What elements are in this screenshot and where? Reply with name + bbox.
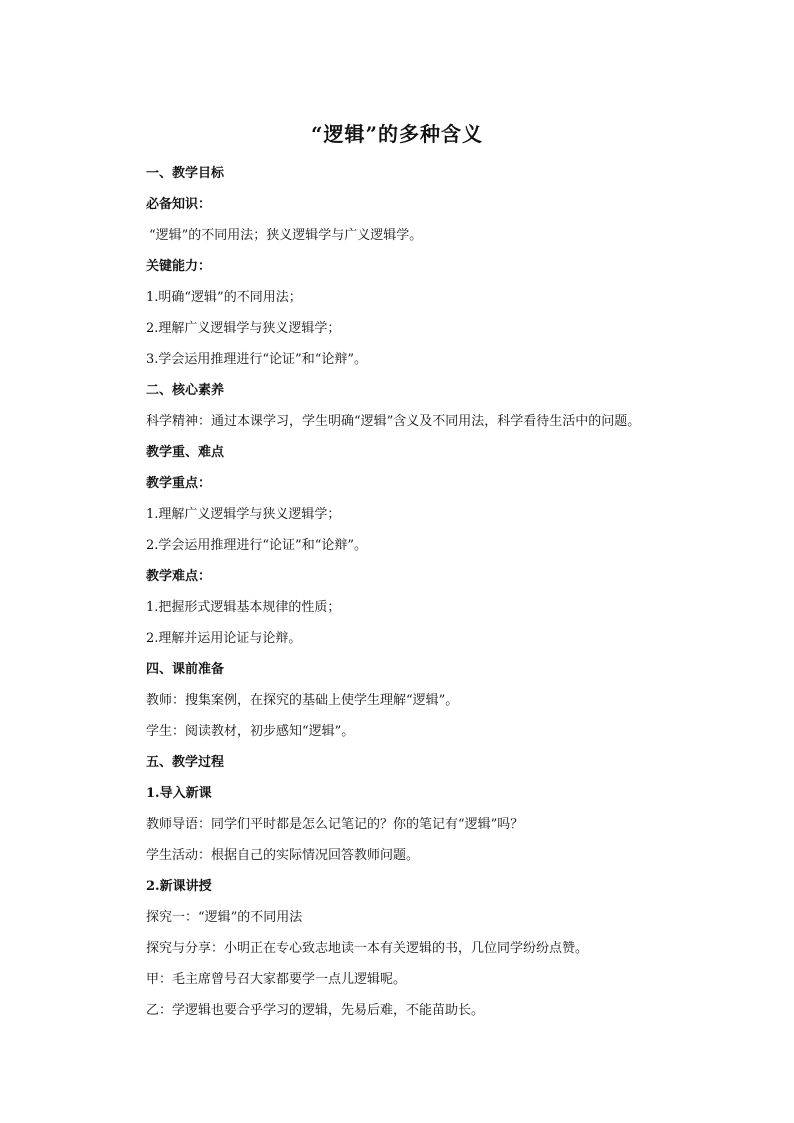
section-heading-key-difficult-points: 教学重、难点 [146, 445, 225, 460]
paragraph-teacher-introduction: 教师导语：同学们平时都是怎么记笔记的？你的笔记有“逻辑”吗？ [146, 817, 524, 832]
section-heading-teaching-process: 五、教学过程 [146, 755, 225, 770]
paragraph-teacher-preparation: 教师：搜集案例，在探究的基础上使学生理解“逻辑”。 [146, 693, 459, 708]
list-item-ability-3: 3.学会运用推理进行“论证”和“论辩”。 [146, 352, 367, 367]
paragraph-student-activity: 学生活动：根据自己的实际情况回答教师问题。 [146, 848, 420, 863]
paragraph-exploration-share: 探究与分享：小明正在专心致志地读一本有关逻辑的书，几位同学纷纷点赞。 [146, 941, 589, 956]
paragraph-student-a: 甲：毛主席曾号召大家都要学一点儿逻辑呢。 [146, 972, 407, 987]
subheading-required-knowledge: 必备知识： [146, 197, 212, 212]
list-item-focus-2: 2.学会运用推理进行“论证”和“论辩”。 [146, 538, 367, 553]
document-title: “逻辑”的多种含义 [310, 122, 483, 146]
paragraph-knowledge: “逻辑”的不同用法；狭义逻辑学与广义逻辑学。 [149, 228, 423, 243]
paragraph-scientific-spirit: 科学精神：通过本课学习，学生明确“逻辑”含义及不同用法，科学看待生活中的问题。 [146, 414, 641, 429]
document-body [146, 164, 686, 1032]
paragraph-exploration-one: 探究一：“逻辑”的不同用法 [146, 910, 303, 925]
section-heading-preparation: 四、课前准备 [146, 662, 225, 677]
subheading-introduction: 1.导入新课 [146, 786, 212, 801]
subheading-new-lesson: 2.新课讲授 [146, 879, 212, 894]
list-item-difficulty-2: 2.理解并运用论证与论辩。 [146, 631, 302, 646]
list-item-ability-1: 1.明确“逻辑”的不同用法； [146, 290, 302, 305]
section-heading-teaching-goals: 一、教学目标 [146, 166, 225, 181]
paragraph-student-b: 乙：学逻辑也要合乎学习的逻辑，先易后难，不能苗助长。 [146, 1003, 485, 1018]
subheading-teaching-focus: 教学重点： [146, 476, 212, 491]
section-heading-core-literacy: 二、核心素养 [146, 383, 225, 398]
subheading-teaching-difficulties: 教学难点： [146, 569, 212, 584]
list-item-difficulty-1: 1.把握形式逻辑基本规律的性质； [146, 600, 341, 615]
list-item-focus-1: 1.理解广义逻辑学与狭义逻辑学； [146, 507, 341, 522]
list-item-ability-2: 2.理解广义逻辑学与狭义逻辑学； [146, 321, 341, 336]
subheading-key-abilities: 关键能力： [146, 259, 212, 274]
paragraph-student-preparation: 学生：阅读教材，初步感知“逻辑”。 [146, 724, 355, 739]
